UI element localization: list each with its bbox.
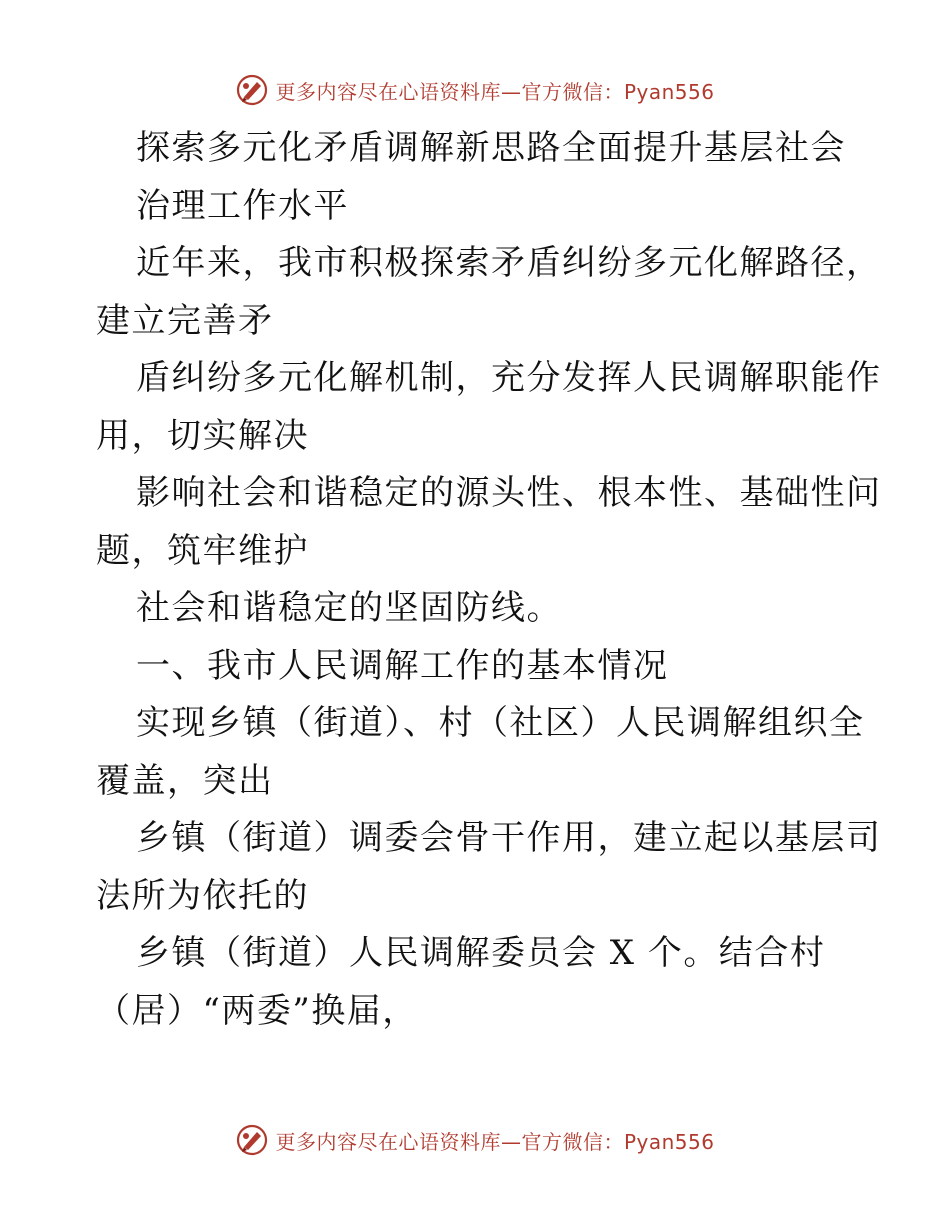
text-line: 覆盖，突出 — [96, 760, 274, 801]
text-line: 法所为依托的 — [96, 875, 309, 916]
text-line: 乡镇（街道）人民调解委员会 X 个。结合村 — [136, 933, 826, 973]
text-line: 乡镇（街道）调委会骨干作用，建立起以基层司 — [136, 818, 882, 858]
text-line: 用，切实解决 — [96, 415, 309, 456]
footer-watermark-text: 更多内容尽在心语资料库—官方微信：Pyan556 — [275, 1129, 715, 1154]
text-line: 影响社会和谐稳定的源头性、根本性、基础性问 — [136, 473, 882, 513]
pen-logo-icon — [235, 73, 269, 107]
text-line: 治理工作水平 — [136, 185, 349, 226]
header-watermark-text: 更多内容尽在心语资料库—官方微信：Pyan556 — [275, 79, 715, 104]
text-line: 一、我市人民调解工作的基本情况 — [136, 645, 669, 686]
text-line: 建立完善矛 — [96, 300, 274, 341]
document-body — [96, 120, 882, 1040]
text-line: 近年来，我市积极探索矛盾纠纷多元化解路径， — [136, 243, 882, 283]
header-watermark — [0, 72, 950, 108]
text-line: 题，筑牢维护 — [96, 530, 309, 571]
text-line: 探索多元化矛盾调解新思路全面提升基层社会 — [136, 128, 846, 168]
footer-watermark — [0, 1122, 950, 1158]
text-line: （居）“两委”换届， — [96, 990, 418, 1031]
text-line: 盾纠纷多元化解机制，充分发挥人民调解职能作 — [136, 358, 882, 398]
text-line: 社会和谐稳定的坚固防线。 — [136, 588, 562, 628]
pen-logo-icon — [235, 1123, 269, 1157]
text-line: 实现乡镇（街道）、村（社区）人民调解组织全 — [136, 703, 865, 743]
